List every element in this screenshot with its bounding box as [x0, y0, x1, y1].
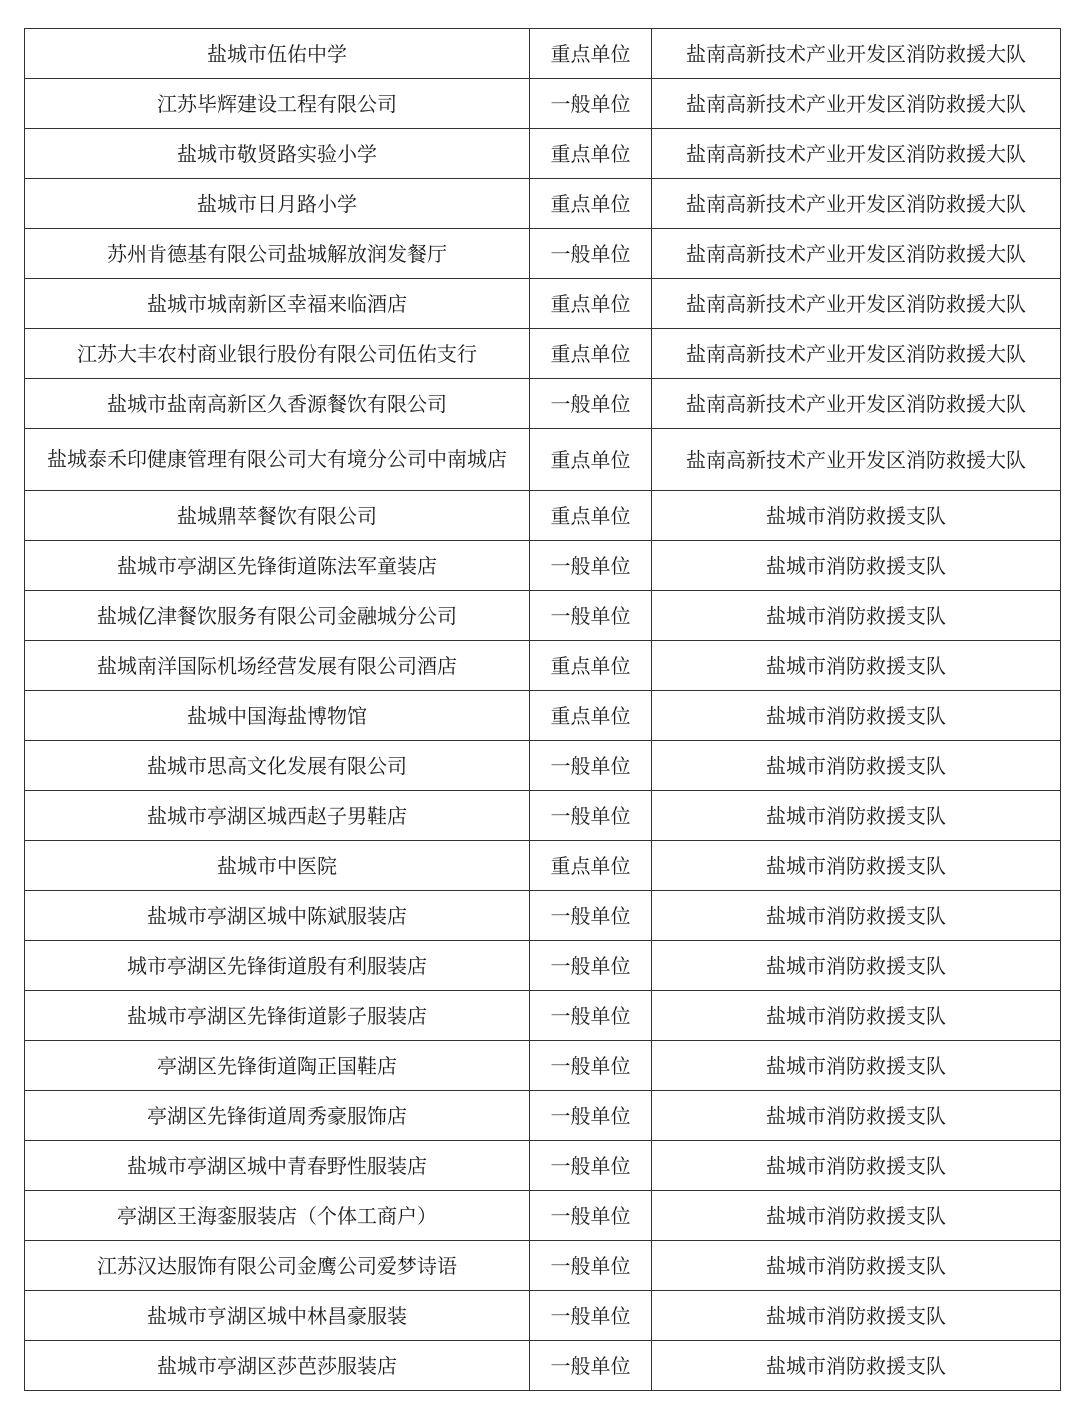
unit-level-cell: 重点单位 [530, 641, 652, 691]
unit-level-cell: 重点单位 [530, 129, 652, 179]
table-row [25, 641, 1061, 691]
fire-department-cell: 盐城市消防救援支队 [652, 541, 1061, 591]
unit-name-cell: 苏州肯德基有限公司盐城解放润发餐厅 [25, 229, 530, 279]
table-row [25, 79, 1061, 129]
fire-department-cell: 盐城市消防救援支队 [652, 941, 1061, 991]
unit-name-cell: 盐城中国海盐博物馆 [25, 691, 530, 741]
unit-name-cell: 盐城市亭湖区莎芭莎服装店 [25, 1341, 530, 1391]
table-row [25, 229, 1061, 279]
table-row [25, 941, 1061, 991]
unit-level-cell: 重点单位 [530, 279, 652, 329]
table-row [25, 841, 1061, 891]
unit-name-cell: 盐城市亭湖区城中陈斌服装店 [25, 891, 530, 941]
unit-level-cell: 一般单位 [530, 791, 652, 841]
fire-department-cell: 盐城市消防救援支队 [652, 691, 1061, 741]
fire-department-cell: 盐南高新技术产业开发区消防救援大队 [652, 229, 1061, 279]
unit-name-cell: 城市亭湖区先锋街道殷有利服装店 [25, 941, 530, 991]
unit-level-cell: 一般单位 [530, 991, 652, 1041]
fire-department-cell: 盐城市消防救援支队 [652, 1241, 1061, 1291]
unit-name-cell: 江苏汉达服饰有限公司金鹰公司爱梦诗语 [25, 1241, 530, 1291]
unit-name-cell: 盐城泰禾印健康管理有限公司大有境分公司中南城店 [25, 429, 530, 491]
unit-level-cell: 一般单位 [530, 941, 652, 991]
unit-name-cell: 盐城南洋国际机场经营发展有限公司酒店 [25, 641, 530, 691]
unit-name-cell: 盐城市伍佑中学 [25, 29, 530, 79]
unit-level-cell: 一般单位 [530, 591, 652, 641]
table-row [25, 691, 1061, 741]
table-row [25, 991, 1061, 1041]
unit-name-cell: 江苏大丰农村商业银行股份有限公司伍佑支行 [25, 329, 530, 379]
fire-department-cell: 盐城市消防救援支队 [652, 1091, 1061, 1141]
fire-department-cell: 盐城市消防救援支队 [652, 891, 1061, 941]
fire-department-cell: 盐城市消防救援支队 [652, 791, 1061, 841]
table-row [25, 1041, 1061, 1091]
unit-level-cell: 一般单位 [530, 379, 652, 429]
table-row [25, 129, 1061, 179]
unit-level-cell: 重点单位 [530, 179, 652, 229]
unit-level-cell: 重点单位 [530, 491, 652, 541]
unit-level-cell: 一般单位 [530, 1091, 652, 1141]
table-row [25, 1241, 1061, 1291]
table-row [25, 1191, 1061, 1241]
table-row [25, 491, 1061, 541]
unit-level-cell: 一般单位 [530, 891, 652, 941]
unit-name-cell: 盐城市日月路小学 [25, 179, 530, 229]
table-row [25, 29, 1061, 79]
unit-name-cell: 盐城市敬贤路实验小学 [25, 129, 530, 179]
unit-level-cell: 一般单位 [530, 541, 652, 591]
fire-department-cell: 盐城市消防救援支队 [652, 1041, 1061, 1091]
fire-department-cell: 盐城市消防救援支队 [652, 741, 1061, 791]
table-row [25, 1141, 1061, 1191]
fire-department-cell: 盐城市消防救援支队 [652, 991, 1061, 1041]
fire-department-cell: 盐城市消防救援支队 [652, 841, 1061, 891]
fire-department-cell: 盐城市消防救援支队 [652, 1191, 1061, 1241]
unit-name-cell: 盐城市中医院 [25, 841, 530, 891]
fire-department-cell: 盐城市消防救援支队 [652, 1341, 1061, 1391]
table-row [25, 891, 1061, 941]
unit-level-cell: 一般单位 [530, 1291, 652, 1341]
unit-name-cell: 盐城市城南新区幸福来临酒店 [25, 279, 530, 329]
unit-name-cell: 盐城市亭湖区城西赵子男鞋店 [25, 791, 530, 841]
unit-name-cell: 盐城市亨湖区城中林昌豪服装 [25, 1291, 530, 1341]
fire-department-cell: 盐南高新技术产业开发区消防救援大队 [652, 129, 1061, 179]
fire-department-cell: 盐南高新技术产业开发区消防救援大队 [652, 279, 1061, 329]
table-row [25, 429, 1061, 491]
unit-level-cell: 一般单位 [530, 741, 652, 791]
table-row [25, 1291, 1061, 1341]
unit-level-cell: 一般单位 [530, 79, 652, 129]
unit-level-cell: 一般单位 [530, 1141, 652, 1191]
table-row [25, 741, 1061, 791]
unit-name-cell: 盐城市思高文化发展有限公司 [25, 741, 530, 791]
fire-department-cell: 盐南高新技术产业开发区消防救援大队 [652, 179, 1061, 229]
fire-department-cell: 盐城市消防救援支队 [652, 641, 1061, 691]
unit-level-cell: 一般单位 [530, 1241, 652, 1291]
unit-table-body [25, 29, 1061, 1391]
unit-name-cell: 江苏毕辉建设工程有限公司 [25, 79, 530, 129]
unit-name-cell: 亭湖区先锋街道陶正国鞋店 [25, 1041, 530, 1091]
fire-department-cell: 盐城市消防救援支队 [652, 1141, 1061, 1191]
fire-department-cell: 盐南高新技术产业开发区消防救援大队 [652, 29, 1061, 79]
table-row [25, 591, 1061, 641]
fire-department-cell: 盐城市消防救援支队 [652, 591, 1061, 641]
unit-table [24, 28, 1061, 1391]
unit-name-cell: 盐城市盐南高新区久香源餐饮有限公司 [25, 379, 530, 429]
unit-level-cell: 一般单位 [530, 1341, 652, 1391]
unit-level-cell: 重点单位 [530, 691, 652, 741]
unit-name-cell: 亭湖区先锋街道周秀豪服饰店 [25, 1091, 530, 1141]
table-row [25, 1341, 1061, 1391]
unit-name-cell: 盐城鼎萃餐饮有限公司 [25, 491, 530, 541]
document-sheet [24, 28, 1060, 1391]
table-row [25, 179, 1061, 229]
fire-department-cell: 盐城市消防救援支队 [652, 491, 1061, 541]
unit-name-cell: 盐城亿津餐饮服务有限公司金融城分公司 [25, 591, 530, 641]
unit-level-cell: 重点单位 [530, 29, 652, 79]
table-row [25, 329, 1061, 379]
unit-name-cell: 亭湖区王海銮服装店（个体工商户） [25, 1191, 530, 1241]
table-row [25, 541, 1061, 591]
unit-level-cell: 重点单位 [530, 841, 652, 891]
table-row [25, 279, 1061, 329]
unit-level-cell: 一般单位 [530, 229, 652, 279]
unit-name-cell: 盐城市亭湖区城中青春野性服装店 [25, 1141, 530, 1191]
table-row [25, 379, 1061, 429]
fire-department-cell: 盐城市消防救援支队 [652, 1291, 1061, 1341]
unit-level-cell: 一般单位 [530, 1191, 652, 1241]
unit-level-cell: 一般单位 [530, 1041, 652, 1091]
fire-department-cell: 盐南高新技术产业开发区消防救援大队 [652, 429, 1061, 491]
table-row [25, 1091, 1061, 1141]
fire-department-cell: 盐南高新技术产业开发区消防救援大队 [652, 329, 1061, 379]
unit-level-cell: 重点单位 [530, 429, 652, 491]
table-row [25, 791, 1061, 841]
fire-department-cell: 盐南高新技术产业开发区消防救援大队 [652, 79, 1061, 129]
unit-name-cell: 盐城市亭湖区先锋街道陈法军童装店 [25, 541, 530, 591]
fire-department-cell: 盐南高新技术产业开发区消防救援大队 [652, 379, 1061, 429]
unit-level-cell: 重点单位 [530, 329, 652, 379]
unit-name-cell: 盐城市亭湖区先锋街道影子服装店 [25, 991, 530, 1041]
